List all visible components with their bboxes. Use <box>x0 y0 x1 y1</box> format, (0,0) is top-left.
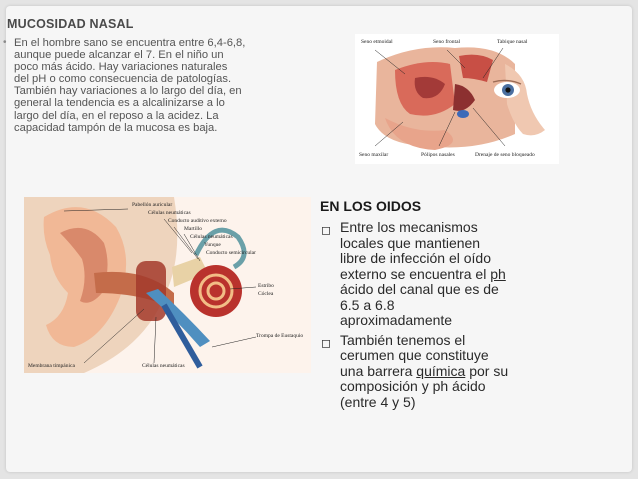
section-title: MUCOSIDAD NASAL <box>7 17 134 31</box>
label-trompa: Trompa de Eustaquio <box>256 333 304 339</box>
nasal-line: del pH o como consecuencia de patologías. <box>14 73 232 86</box>
bullet-icon: • <box>3 37 7 48</box>
nasal-paragraph <box>3 37 335 134</box>
nasal-line: En el hombre sano se encuentra entre 6,4-6,8, <box>14 37 246 49</box>
label-yunque: Yunque <box>204 242 221 248</box>
nasal-line: aunque puede alcanzar el 7. En el niño un <box>14 49 224 62</box>
nasal-line: poco más ácido. Hay variaciones naturales <box>14 61 228 74</box>
oidos-bullet-list <box>320 220 570 414</box>
label-pabellon: Pabellón auricular <box>132 202 173 208</box>
bullet-line <box>340 267 570 283</box>
bullet-line: También tenemos el <box>340 331 466 348</box>
bullet-icon: ◻ <box>321 335 331 350</box>
list-item <box>320 220 570 329</box>
label-membrana: Membrana timpánica <box>28 363 75 369</box>
oidos-heading: EN LOS OIDOS <box>320 198 422 214</box>
label-tabique-nasal: Tabique nasal <box>497 39 528 45</box>
text-segment: una barrera <box>340 362 417 379</box>
label-celulas-3: Células neumáticas <box>142 363 185 369</box>
label-estribo: Estribo <box>258 283 274 289</box>
text-segment: externo se encuentra el <box>340 265 491 282</box>
nasal-line: capacidad tampón de la mucosa es baja. <box>14 121 218 134</box>
bullet-line: (entre 4 y 5) <box>340 393 416 410</box>
nasal-sinus-image <box>355 34 559 164</box>
nasal-line: general la tendencia es a alcalinizarse a lo <box>14 97 225 110</box>
label-conducto: Conducto auditivo externo <box>168 218 227 224</box>
bullet-line: ácido del canal que es de <box>340 281 499 297</box>
bullet-line: composición y ph ácido <box>340 378 486 394</box>
label-coclea: Cóclea <box>258 291 274 297</box>
label-celulas-2: Células neumáticas <box>190 234 233 240</box>
label-polipos: Pólipos nasales <box>421 152 455 158</box>
label-seno-etmoidal: Seno etmoidal <box>361 39 393 45</box>
bullet-icon: ◻ <box>321 223 331 237</box>
ear-anatomy-image <box>24 197 311 373</box>
bullet-line: cerumen que constituye <box>340 347 489 363</box>
bullet-line: 6.5 a 6.8 <box>340 296 395 313</box>
label-celulas-1: Células neumáticas <box>148 210 191 216</box>
label-conducto-semicircular: Conducto semicircular <box>206 250 256 256</box>
label-seno-maxilar: Seno maxilar <box>359 152 389 158</box>
bullet-line: aproximadamente <box>340 312 453 328</box>
nasal-line: También hay variaciones a lo largo del día, en <box>14 85 242 98</box>
label-seno-frontal: Seno frontal <box>433 39 461 45</box>
nasal-line: largo del día, en el reposo a la acidez. La <box>14 109 219 122</box>
label-drenaje: Drenaje de seno bloqueado <box>475 152 535 158</box>
bullet-line <box>340 364 570 380</box>
label-martillo: Martillo <box>184 226 203 232</box>
bullet-line: Entre los mecanismos <box>340 219 478 235</box>
bullet-line: libre de infección el oído <box>340 250 491 266</box>
underlined-term: química <box>416 362 466 379</box>
text-segment: por su <box>465 362 509 379</box>
list-item <box>320 333 570 411</box>
bullet-line: locales que mantienen <box>340 234 481 251</box>
underlined-term: ph <box>490 265 506 282</box>
